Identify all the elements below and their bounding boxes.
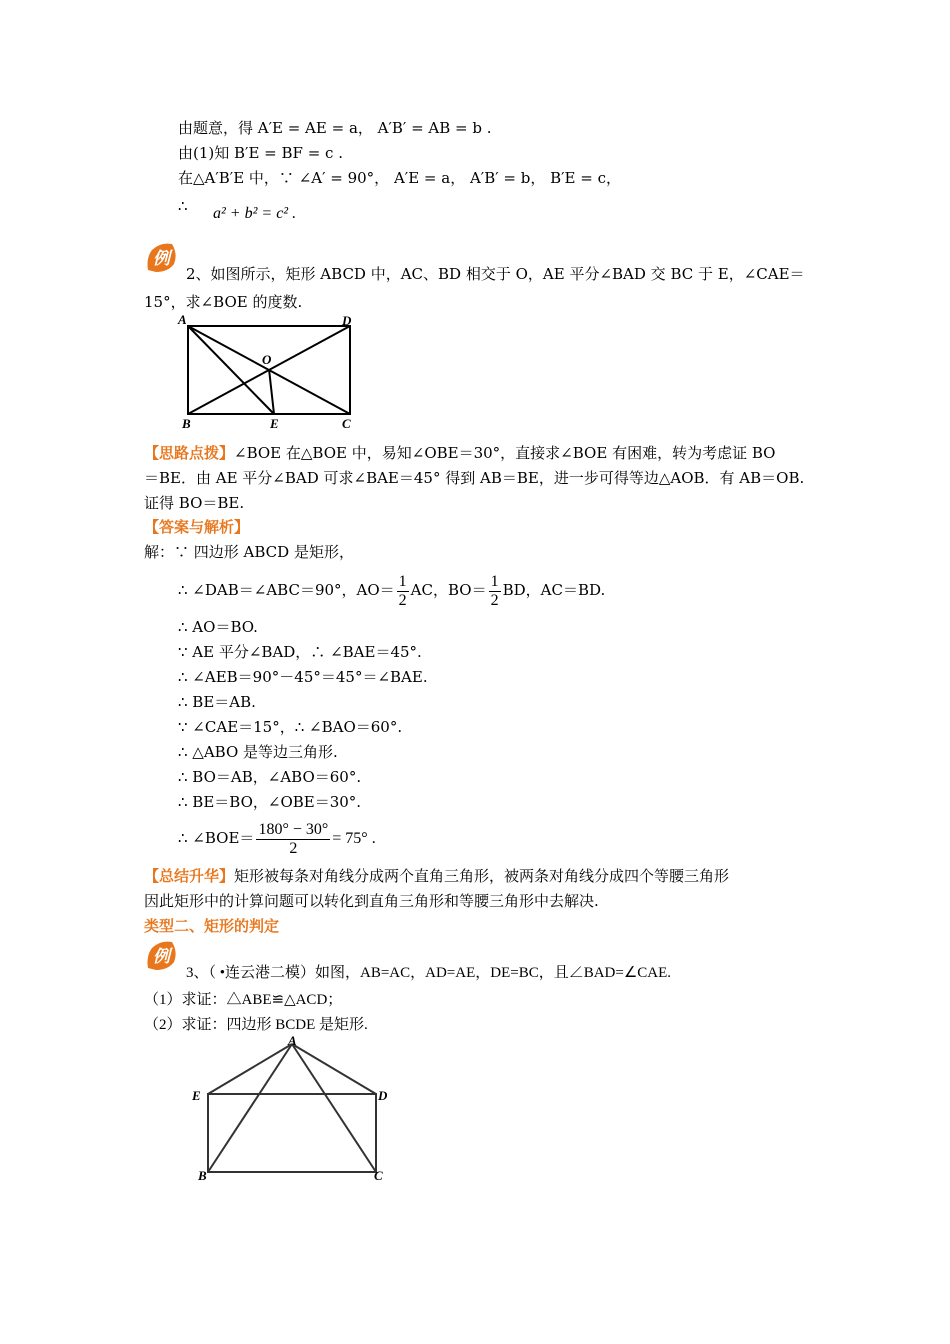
- example-badge-icon-2: [144, 938, 178, 972]
- fig2-label-E: E: [192, 1088, 201, 1103]
- solution-line-5: ∴ ∠AEB＝90°－45°＝45°＝∠BAE.: [178, 668, 428, 686]
- solution-line-9: ∴ BO＝AB，∠ABO＝60°.: [178, 768, 362, 786]
- example-badge-icon: [144, 240, 178, 274]
- frac2-num: 1: [490, 572, 499, 590]
- fig2-label-A: A: [288, 1034, 297, 1048]
- hint-tag: 【思路点拨】: [144, 444, 235, 462]
- badge-text-2: 例: [153, 947, 170, 966]
- rectangle-figure-2: [186, 1034, 396, 1184]
- frac3-den: 2: [289, 839, 298, 857]
- fraction-angle: [256, 821, 330, 858]
- proof-line-1: 由题意，得 A′E = AE = a， A′B′ = AB = b .: [178, 119, 492, 137]
- proof-line-3: 在△A′B′E 中，∵ ∠A′ = 90°， A′E = a， A′B′ = b， B′E = c，: [178, 169, 621, 187]
- summary-tag: 【总结升华】: [144, 867, 235, 885]
- s11-text-b: = 75° .: [332, 830, 376, 847]
- hint-line-2: ＝BE．由 AE 平分∠BAD 可求∠BAE＝45° 得到 AB＝BE，进一步可得等边△AOB．有 AB＝OB.: [144, 469, 805, 487]
- summary-line-1: [144, 866, 729, 886]
- frac1-num: 1: [398, 572, 407, 590]
- fig2-label-B: B: [198, 1168, 207, 1183]
- section-title: 类型二、矩形的判定: [144, 917, 280, 935]
- badge-text: 例: [153, 249, 170, 268]
- fig1-label-O: O: [262, 352, 272, 367]
- summary-line-2: 因此矩形中的计算问题可以转化到直角三角形和等腰三角形中去解决.: [144, 892, 599, 910]
- example3-q2: （2）求证：四边形 BCDE 是矩形.: [144, 1017, 368, 1033]
- fig1-label-E: E: [270, 416, 279, 431]
- fraction-half-1: [397, 573, 409, 610]
- pythagoras-result: a² + b² = c² .: [213, 205, 297, 222]
- solution-line-7: ∵ ∠CAE＝15°，∴ ∠BAO＝60°.: [178, 718, 403, 736]
- fraction-half-2: [489, 573, 501, 610]
- solution-line-4: ∵ AE 平分∠BAD，∴ ∠BAE＝45°.: [178, 643, 422, 661]
- fig2-label-C: C: [374, 1168, 383, 1183]
- s11-text-a: ∴ ∠BOE＝: [178, 829, 255, 847]
- solution-line-1: 解：∵ 四边形 ABCD 是矩形，: [144, 543, 354, 561]
- answer-tag: 【答案与解析】: [144, 518, 250, 536]
- example2-line1: 2、如图所示，矩形 ABCD 中，AC、BD 相交于 O，AE 平分∠BAD 交 BC 于 E，∠CAE＝: [186, 265, 805, 283]
- frac3-num: 180° − 30°: [258, 820, 329, 838]
- example3-q1: （1）求证：△ABE≌△ACD；: [144, 992, 343, 1008]
- hint-line-1: [144, 443, 775, 463]
- solution-line-3: ∴ AO＝BO.: [178, 618, 258, 636]
- rectangle-figure-1: [176, 312, 366, 434]
- frac1-den: 2: [398, 591, 407, 609]
- fig1-label-C: C: [342, 416, 351, 431]
- s2-text-a: ∴ ∠DAB＝∠ABC＝90°，AO＝: [178, 581, 395, 599]
- solution-line-8: ∴ △ABO 是等边三角形.: [178, 743, 338, 761]
- solution-line-6: ∴ BE＝AB.: [178, 693, 256, 711]
- therefore-symbol: ∴: [178, 197, 188, 215]
- s2-text-b: AC，BO＝: [410, 581, 487, 599]
- proof-line-2: 由(1)知 B′E = BF = c .: [178, 144, 343, 162]
- fig2-label-D: D: [378, 1088, 388, 1103]
- solution-line-2: [178, 568, 605, 612]
- example2-line2: 15°，求∠BOE 的度数.: [144, 293, 303, 311]
- solution-line-10: ∴ BE＝BO，∠OBE＝30°.: [178, 793, 362, 811]
- fig1-label-A: A: [178, 312, 187, 327]
- fig1-label-B: B: [182, 416, 191, 431]
- hint-line-3: 证得 BO＝BE.: [144, 494, 245, 512]
- summary-text-1: 矩形被每条对角线分成两个直角三角形，被两条对角线分成四个等腰三角形: [234, 867, 730, 885]
- example3-line1: 3、（ •连云港二模）如图，AB=AC，AD=AE，DE=BC，且∠BAD=∠CAE.: [186, 965, 672, 981]
- hint-text-1: ∠BOE 在△BOE 中，易知∠OBE＝30°，直接求∠BOE 有困难，转为考虑证 BO: [234, 444, 776, 462]
- solution-line-11: [178, 816, 376, 860]
- frac2-den: 2: [490, 591, 499, 609]
- fig1-label-D: D: [342, 313, 352, 328]
- s2-text-c: BD，AC＝BD.: [502, 581, 606, 599]
